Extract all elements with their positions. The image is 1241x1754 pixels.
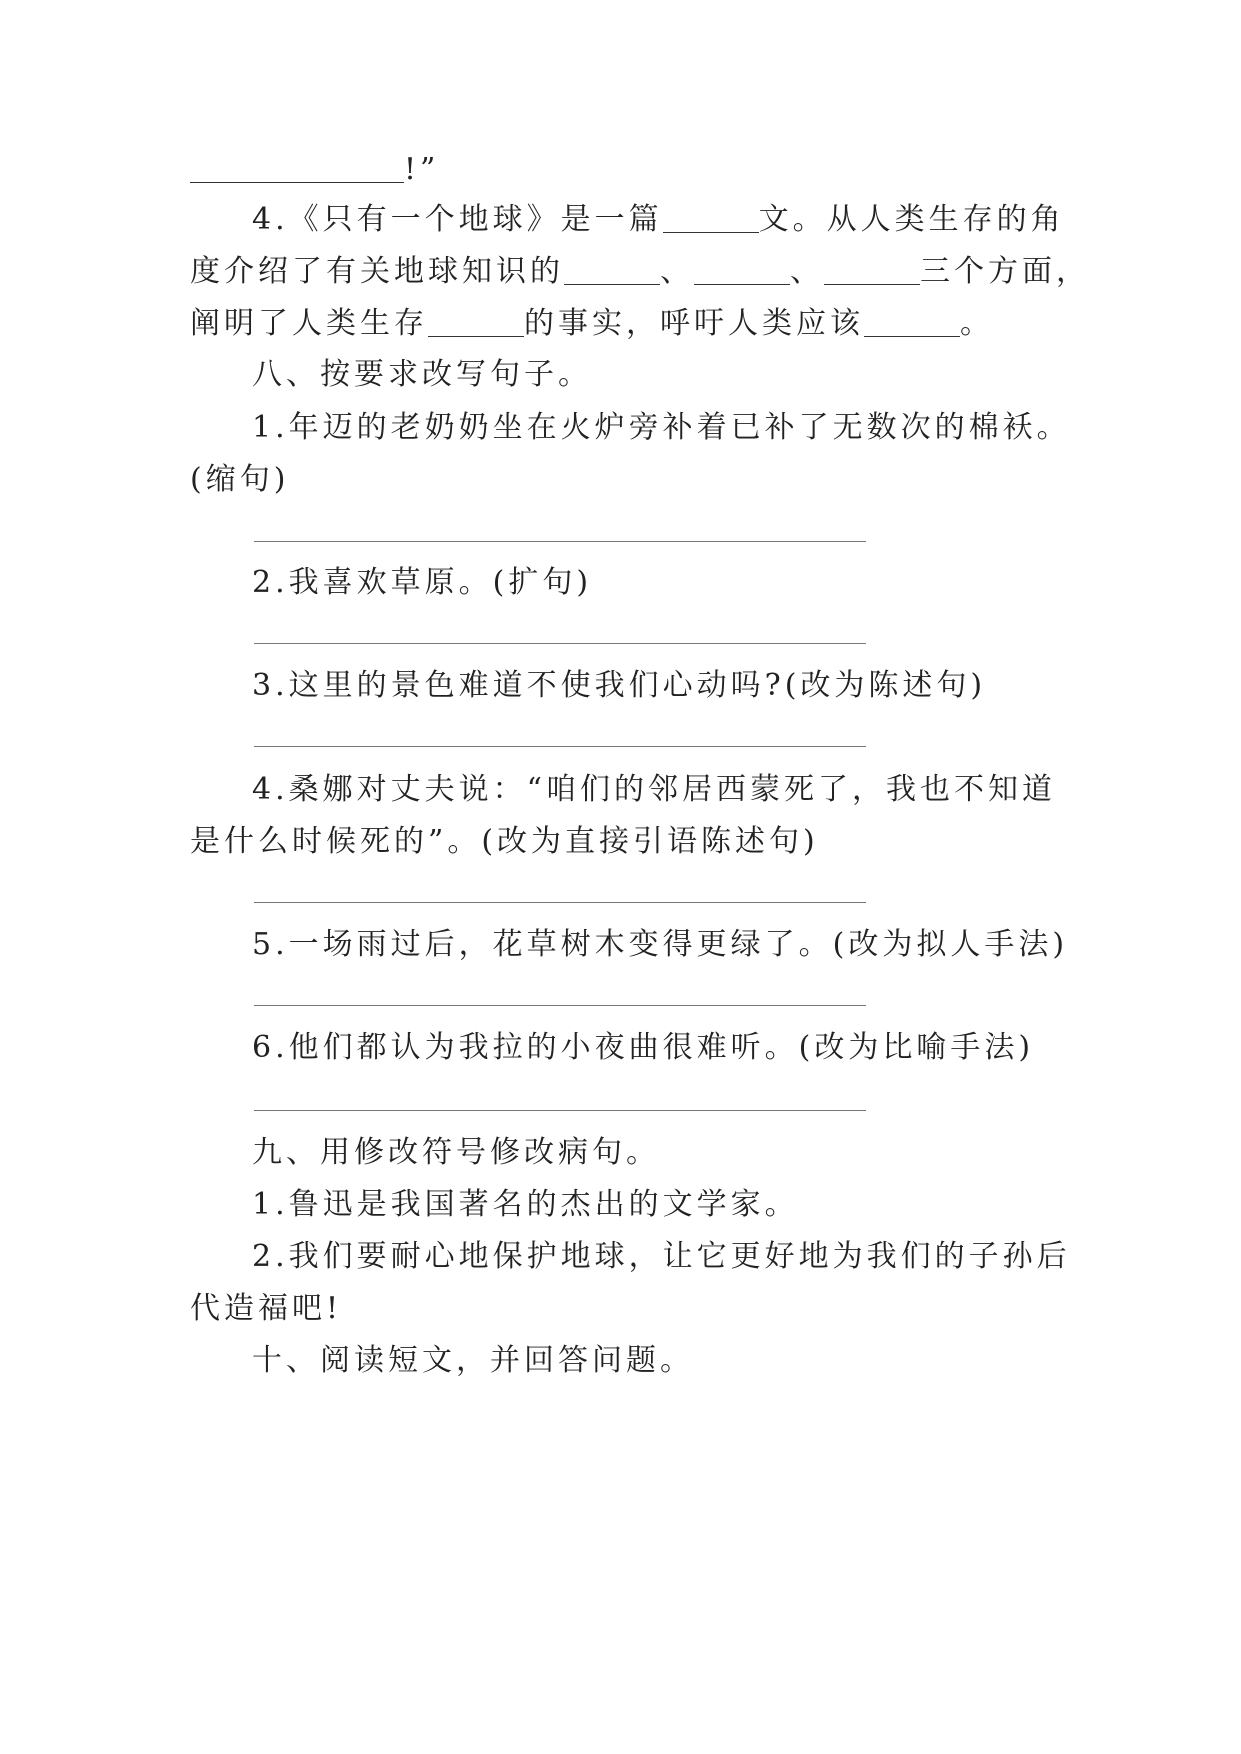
answer-line[interactable] [254,643,866,644]
question-text: 3.这里的景色难道不使我们心动吗?(改为陈述句) [252,668,987,703]
fill-blank[interactable] [694,254,790,285]
text-line: 4.《只有一个地球》是一篇 文。从人类生存的角 [252,202,1065,237]
question-text: 2.我喜欢草原。(扩句) [252,565,593,600]
question-text-cont: 是什么时候死的”。(改为直接引语陈述句) [190,824,819,859]
text-line: 阐明了人类生存 的事实，呼吁人类应该 。 [190,306,994,341]
question-tag: (缩句) [190,462,290,497]
section-heading-8: 八、按要求改写句子。 [252,357,592,392]
question-text: 4.桑娜对丈夫说：“咱们的邻居西蒙死了，我也不知道 [252,772,1056,807]
question-text: 6.他们都认为我拉的小夜曲很难听。(改为比喻手法) [252,1030,1035,1065]
fill-blank[interactable] [564,254,660,285]
fill-blank[interactable] [824,254,920,285]
question-text: 1.年迈的老奶奶坐在火炉旁补着已补了无数次的棉袄。 [252,410,1071,445]
fill-blank[interactable] [428,306,524,337]
text-line: !” [190,150,1070,190]
answer-line[interactable] [254,1005,866,1006]
fill-blank[interactable] [190,152,404,183]
fill-blank[interactable] [864,306,960,337]
answer-line[interactable] [254,541,866,542]
question-text: 5.一场雨过后，花草树木变得更绿了。(改为拟人手法) [252,927,1069,962]
answer-line[interactable] [254,902,866,903]
question-text: 2.我们要耐心地保护地球，让它更好地为我们的子孙后 [252,1239,1071,1274]
answer-line[interactable] [254,1110,866,1111]
fill-blank[interactable] [663,202,759,233]
answer-line[interactable] [254,746,866,747]
text-line: 度介绍了有关地球知识的 、 、 三个方面， [190,254,1090,289]
section-heading-10: 十、阅读短文，并回答问题。 [252,1343,694,1378]
question-text-cont: 代造福吧! [190,1291,343,1326]
question-text: 1.鲁迅是我国著名的杰出的文学家。 [252,1187,799,1222]
section-heading-9: 九、用修改符号修改病句。 [252,1135,660,1170]
